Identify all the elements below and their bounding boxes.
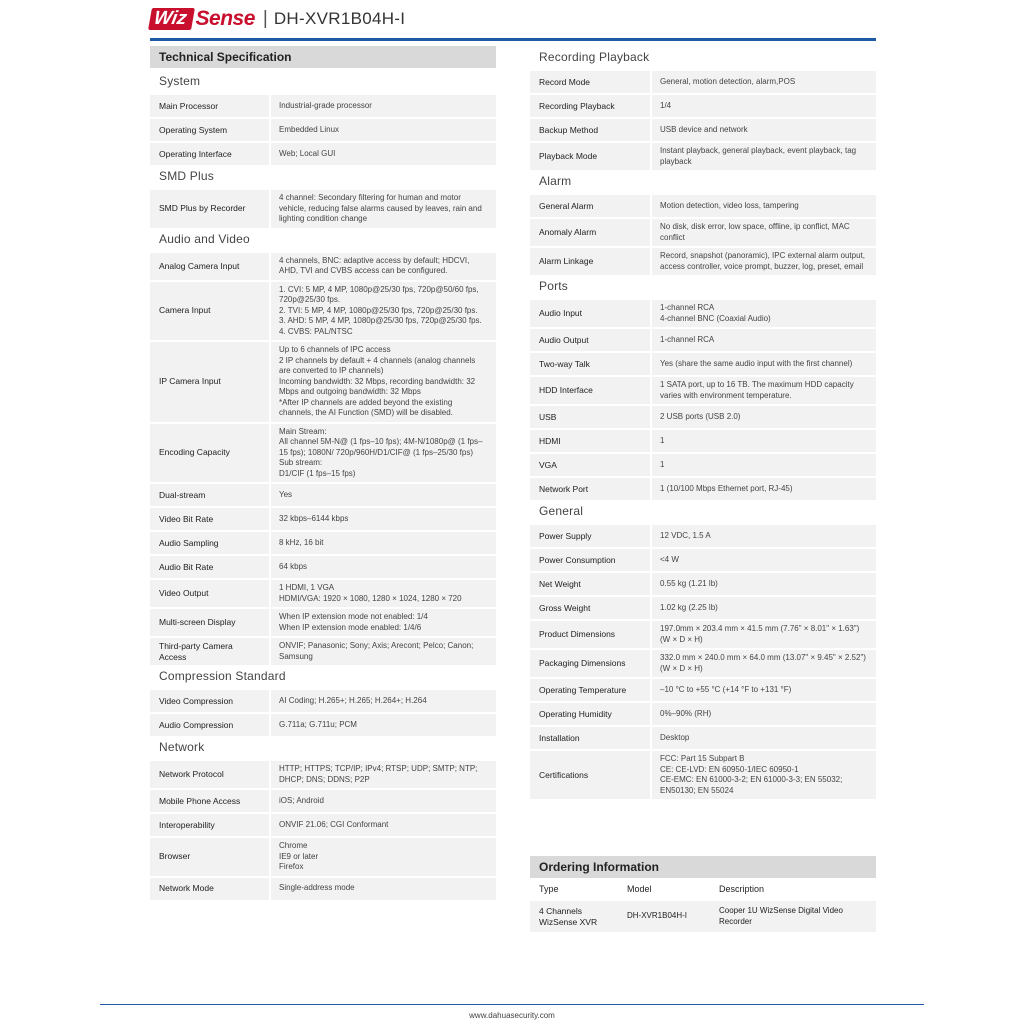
spec-value: ONVIF; Panasonic; Sony; Axis; Arecont; Pelco; Canon; Samsung <box>269 638 496 665</box>
spec-key: Packaging Dimensions <box>539 658 626 668</box>
spec-key: Mobile Phone Access <box>150 794 269 809</box>
spec-key: Two-way Talk <box>539 358 590 369</box>
section-heading-system: System <box>159 74 201 88</box>
ordering-header-model: Model <box>627 883 652 894</box>
spec-value: Embedded Linux <box>269 119 496 141</box>
spec-row-two-way-talk <box>530 351 876 375</box>
section-heading-network: Network <box>159 740 205 754</box>
spec-value: 1-channel RCA 4-channel BNC (Coaxial Audio) <box>650 300 876 327</box>
spec-key: Network Port <box>539 483 589 494</box>
spec-row-vga <box>530 452 876 476</box>
spec-key: Video Bit Rate <box>150 512 269 527</box>
spec-row-hdd-interface <box>530 375 876 404</box>
spec-row-analog-camera-input <box>150 251 496 280</box>
spec-key: USB <box>539 411 557 422</box>
spec-value: No disk, disk error, low space, offline, ip conflict, MAC conflict <box>650 219 876 246</box>
spec-key: SMD Plus by Recorder <box>150 201 269 216</box>
spec-key: Audio Compression <box>150 718 269 733</box>
spec-row-dual-stream <box>150 482 496 506</box>
spec-row-operating-system <box>150 117 496 141</box>
spec-value: 332.0 mm × 240.0 mm × 64.0 mm (13.07" × 9.45" × 2.52") (W × D × H) <box>650 650 876 677</box>
spec-value: 1 <box>650 430 876 452</box>
spec-value: 1 SATA port, up to 16 TB. The maximum HDD capacity varies with environment temperature. <box>650 377 876 404</box>
spec-key: Interoperability <box>150 818 269 833</box>
ordering-description: Cooper 1U WizSense Digital Video Recorder <box>710 900 876 932</box>
spec-key: IP Camera Input <box>150 374 269 389</box>
technical-specification-title: Technical Specification <box>150 46 496 68</box>
spec-row-audio-sampling <box>150 530 496 554</box>
footer-rule <box>100 1004 924 1005</box>
spec-row-playback-mode <box>530 141 876 170</box>
spec-value: 1 HDMI, 1 VGA HDMI/VGA: 1920 × 1080, 1280 × 1024, 1280 × 720 <box>269 580 496 607</box>
spec-key: Video Output <box>150 586 269 601</box>
spec-value: Single-address mode <box>269 878 496 900</box>
spec-key: Power Supply <box>539 530 592 541</box>
spec-key: Third-party Camera Access <box>150 639 269 665</box>
spec-row-browser <box>150 836 496 876</box>
wizsense-logo <box>150 7 255 31</box>
spec-value: Main Stream: All channel 5M-N@ (1 fps–10 fps); 4M-N/1080p@ (1 fps–15 fps); 1080N/ 720p/960H/D1/CIF@ (1 fps–25/30 fps) Sub stream: D1/CIF (1 fps–15 fps) <box>269 424 496 483</box>
spec-row-power-supply <box>530 523 876 547</box>
spec-row-backup-method <box>530 117 876 141</box>
spec-key: Anomaly Alarm <box>539 227 597 237</box>
spec-value: –10 °C to +55 °C (+14 °F to +131 °F) <box>650 679 876 701</box>
spec-key: Operating Humidity <box>539 708 612 719</box>
spec-value: 1 (10/100 Mbps Ethernet port, RJ-45) <box>650 478 876 500</box>
spec-value: Instant playback, general playback, event playback, tag playback <box>650 143 876 170</box>
spec-key: HDD Interface <box>539 385 593 395</box>
ordering-header-type: Type <box>539 883 559 894</box>
footer-url: www.dahuasecurity.com <box>469 1011 555 1020</box>
spec-row-smd-plus-by-recorder <box>150 188 496 228</box>
spec-value: iOS; Android <box>269 790 496 812</box>
spec-key: Gross Weight <box>539 602 591 613</box>
spec-row-network-mode <box>150 876 496 900</box>
spec-key: Audio Sampling <box>150 536 269 551</box>
spec-row-certifications <box>530 749 876 799</box>
spec-value: G.711a; G.711u; PCM <box>269 714 496 736</box>
section-heading-general: General <box>539 504 584 518</box>
spec-value: 0.55 kg (1.21 lb) <box>650 573 876 595</box>
logo-sense: Sense <box>195 7 255 30</box>
model-name: DH-XVR1B04H-I <box>273 9 406 28</box>
spec-key: Audio Bit Rate <box>150 560 269 575</box>
spec-value: Web; Local GUI <box>269 143 496 165</box>
spec-value: 1/4 <box>650 95 876 117</box>
spec-value: 4 channels, BNC: adaptive access by default; HDCVI, AHD, TVI and CVBS access can be configured. <box>269 253 496 280</box>
spec-key: Network Protocol <box>150 767 269 782</box>
spec-value: Up to 6 channels of IPC access 2 IP channels by default + 4 channels (analog channels are converted to IP channels) Incoming bandwidth: 32 Mbps, recording bandwidth: 32 Mbps and outgoing bandwidth: 32 Mbps *After IP channels are added beyond the existing channels, the AI Function (SMD) will be disabled. <box>269 342 496 422</box>
spec-key: Record Mode <box>539 76 591 87</box>
spec-key: Product Dimensions <box>539 629 616 639</box>
spec-value: Yes <box>269 484 496 506</box>
spec-row-audio-output <box>530 327 876 351</box>
spec-row-gross-weight <box>530 595 876 619</box>
spec-row-multi-screen-display <box>150 607 496 636</box>
spec-key: Camera Input <box>150 303 269 318</box>
spec-row-audio-compression <box>150 712 496 736</box>
spec-key: Browser <box>150 849 269 864</box>
spec-row-hdmi <box>530 428 876 452</box>
spec-key: Audio Output <box>539 334 589 345</box>
spec-row-audio-bit-rate <box>150 554 496 578</box>
spec-row-mobile-phone-access <box>150 788 496 812</box>
ordering-header-description: Description <box>719 883 765 894</box>
spec-value: Motion detection, video loss, tampering <box>650 195 876 217</box>
header-rule <box>150 38 876 41</box>
spec-value: General, motion detection, alarm,POS <box>650 71 876 93</box>
spec-value: 197.0mm × 203.4 mm × 41.5 mm (7.76" × 8.01" × 1.63") (W × D × H) <box>650 621 876 648</box>
spec-value: 1-channel RCA <box>650 329 876 351</box>
spec-key: Backup Method <box>539 124 599 135</box>
spec-value: 2 USB ports (USB 2.0) <box>650 406 876 428</box>
spec-value: 0%–90% (RH) <box>650 703 876 725</box>
section-heading-smd-plus: SMD Plus <box>159 169 214 183</box>
spec-row-power-consumption <box>530 547 876 571</box>
section-heading-ports: Ports <box>539 279 569 293</box>
spec-key: Installation <box>539 732 580 743</box>
ordering-model: DH-XVR1B04H-I <box>618 900 710 932</box>
section-heading-audio-and-video: Audio and Video <box>159 231 250 246</box>
spec-row-alarm-linkage <box>530 246 876 275</box>
spec-value: Chrome IE9 or later Firefox <box>269 838 496 876</box>
section-heading-compression-standard: Compression Standard <box>159 669 286 683</box>
spec-row-recording-playback <box>530 93 876 117</box>
spec-key: Power Consumption <box>539 554 616 565</box>
spec-value: 1 <box>650 454 876 476</box>
spec-value: 1.02 kg (2.25 lb) <box>650 597 876 619</box>
spec-key: VGA <box>539 459 557 470</box>
ordering-information <box>530 856 876 932</box>
spec-value: Record, snapshot (panoramic), IPC external alarm output, access controller, voice prompt, buzzer, log, preset, email <box>650 248 876 275</box>
spec-value: 32 kbps–6144 kbps <box>269 508 496 530</box>
technical-specification-column <box>150 46 496 900</box>
spec-row-general-alarm <box>530 193 876 217</box>
spec-value: Industrial-grade processor <box>269 95 496 117</box>
spec-value: HTTP; HTTPS; TCP/IP; IPv4; RTSP; UDP; SMTP; NTP; DHCP; DNS; DDNS; P2P <box>269 761 496 788</box>
spec-key: Network Mode <box>150 881 269 896</box>
spec-value: ONVIF 21.06; CGI Conformant <box>269 814 496 836</box>
spec-row-product-dimensions <box>530 619 876 648</box>
spec-key: Encoding Capacity <box>150 445 269 460</box>
spec-value: 1. CVI: 5 MP, 4 MP, 1080p@25/30 fps, 720p@50/60 fps, 720p@25/30 fps. 2. TVI: 5 MP, 4 MP, 1080p@25/30 fps, 720p@25/30 fps. 3. AHD: 5 MP, 4 MP, 1080p@25/30 fps, 720p@25/30 fps. 4. CVBS: PAL/NTSC <box>269 282 496 341</box>
spec-row-usb <box>530 404 876 428</box>
spec-value: <4 W <box>650 549 876 571</box>
spec-value: USB device and network <box>650 119 876 141</box>
spec-value: 8 kHz, 16 bit <box>269 532 496 554</box>
spec-row-network-port <box>530 476 876 500</box>
spec-key: Multi-screen Display <box>150 615 269 630</box>
ordering-table <box>530 878 876 932</box>
spec-row-video-output <box>150 578 496 607</box>
spec-value: FCC: Part 15 Subpart B CE: CE-LVD: EN 60950-1/IEC 60950-1 CE-EMC: EN 61000-3-2; EN 61000-3-3; EN 55032; EN50130; EN 55024 <box>650 751 876 799</box>
spec-row-audio-input <box>530 298 876 327</box>
header-separator: | <box>262 8 268 29</box>
ordering-row <box>530 900 876 932</box>
spec-value: 64 kbps <box>269 556 496 578</box>
spec-key: Audio Input <box>539 308 583 318</box>
spec-row-net-weight <box>530 571 876 595</box>
spec-row-video-compression <box>150 688 496 712</box>
spec-row-ip-camera-input <box>150 340 496 422</box>
section-heading-alarm: Alarm <box>539 174 572 188</box>
spec-key: General Alarm <box>539 200 594 211</box>
spec-value: 4 channel: Secondary filtering for human and motor vehicle, reducing false alarms caused by leaves, rain and lighting condition change <box>269 190 496 228</box>
logo-wiz: Wiz <box>148 8 194 30</box>
spec-key: Analog Camera Input <box>150 259 269 274</box>
ordering-header-row <box>530 878 876 900</box>
spec-value: Yes (share the same audio input with the first channel) <box>650 353 876 375</box>
spec-key: Certifications <box>539 769 589 780</box>
spec-row-interoperability <box>150 812 496 836</box>
spec-key: Operating Interface <box>150 147 269 162</box>
spec-row-packaging-dimensions <box>530 648 876 677</box>
spec-row-network-protocol <box>150 759 496 788</box>
spec-row-record-mode <box>530 69 876 93</box>
spec-row-anomaly-alarm <box>530 217 876 246</box>
spec-key: Alarm Linkage <box>539 256 594 266</box>
spec-row-video-bit-rate <box>150 506 496 530</box>
spec-value: 12 VDC, 1.5 A <box>650 525 876 547</box>
ordering-type: 4 Channels WizSense XVR <box>530 900 618 932</box>
spec-key: Operating System <box>150 123 269 138</box>
spec-row-encoding-capacity <box>150 422 496 483</box>
spec-key: Video Compression <box>150 694 269 709</box>
spec-value: When IP extension mode not enabled: 1/4 When IP extension mode enabled: 1/4/6 <box>269 609 496 636</box>
section-heading-recording-playback: Recording Playback <box>539 50 650 64</box>
spec-row-operating-humidity <box>530 701 876 725</box>
spec-value: Desktop <box>650 727 876 749</box>
ordering-information-title: Ordering Information <box>530 856 876 878</box>
spec-row-main-processor <box>150 93 496 117</box>
spec-row-operating-interface <box>150 141 496 165</box>
spec-row-operating-temperature <box>530 677 876 701</box>
spec-row-third-party-camera-access <box>150 636 496 665</box>
spec-key: Playback Mode <box>539 151 598 161</box>
spec-key: Net Weight <box>539 578 581 589</box>
spec-key: Operating Temperature <box>539 684 627 695</box>
spec-value: AI Coding; H.265+; H.265; H.264+; H.264 <box>269 690 496 712</box>
spec-key: Main Processor <box>150 99 269 114</box>
spec-row-installation <box>530 725 876 749</box>
spec-key: Dual-stream <box>150 488 269 503</box>
page-header <box>150 6 405 32</box>
spec-row-camera-input <box>150 280 496 341</box>
spec-key: HDMI <box>539 435 561 446</box>
right-specification-column <box>530 46 876 799</box>
spec-key: Recording Playback <box>539 100 615 111</box>
